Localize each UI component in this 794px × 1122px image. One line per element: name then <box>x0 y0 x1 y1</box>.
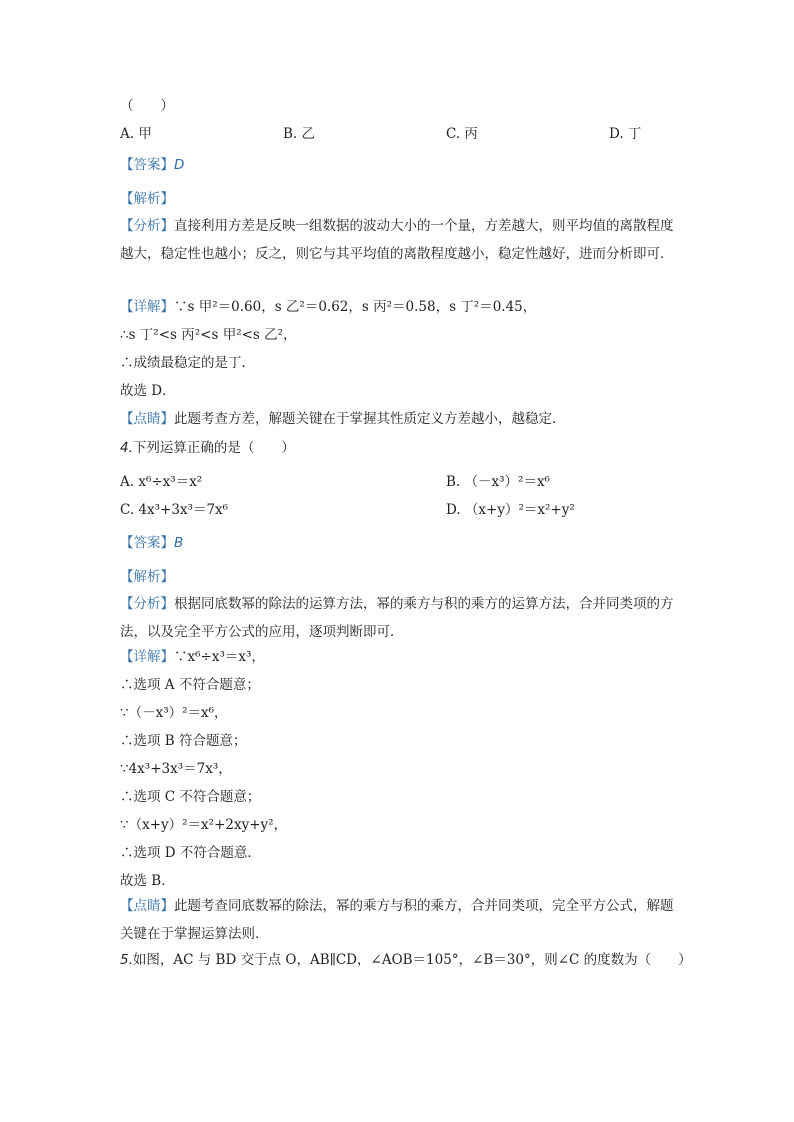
q4-option-b: B. （－x³）²＝x⁶ <box>446 474 550 490</box>
q4-option-d: D. （x+y）²＝x²+y² <box>446 502 575 518</box>
detail-text: ∵x⁶÷x³＝x³， <box>174 649 265 665</box>
q5-number: 5. <box>120 952 133 968</box>
q3-fenxi <box>120 212 680 268</box>
q4-answer <box>120 533 183 553</box>
q3-comment <box>120 409 566 429</box>
detail-tag: 【详解】 <box>120 299 174 315</box>
q3-detail-line3: ∴成绩最稳定的是丁． <box>120 355 255 371</box>
q4-stem-text: 下列运算正确的是（ ） <box>132 440 295 456</box>
detail-text: ∵s 甲²＝0.60，s 乙²＝0.62，s 丙²＝0.58，s 丁²＝0.45， <box>174 299 537 315</box>
q4-option-c: C. 4x³+3x³＝7x⁶ <box>120 502 229 518</box>
q4-detail-line1 <box>120 647 265 667</box>
fenxi-tag: 【分析】 <box>120 218 174 234</box>
q4-detail-line6: ∴选项 C 不符合题意； <box>120 789 261 805</box>
detail-tag: 【详解】 <box>120 649 174 665</box>
comment-text: 此题考查方差，解题关键在于掌握其性质定义方差越小，越稳定． <box>174 411 566 427</box>
q4-detail-line8: ∴选项 D 不符合题意． <box>120 845 261 861</box>
q4-detail-line5: ∵4x³+3x³＝7x³， <box>120 761 232 777</box>
q4-fenxi <box>120 590 680 646</box>
q4-detail-line3: ∵（－x³）²＝x⁶， <box>120 705 228 721</box>
q4-analysis-tag: 【解析】 <box>120 569 174 585</box>
answer-value: D <box>174 157 185 173</box>
q4-detail-line2: ∴选项 A 不符合题意； <box>120 677 260 693</box>
answer-value: B <box>174 535 184 551</box>
q4-detail-line9: 故选 B． <box>120 873 175 889</box>
q3-detail-line4: 故选 D． <box>120 383 176 399</box>
fenxi-text: 根据同底数幂的除法的运算方法，幂的乘方与积的乘方的运算方法，合并同类项的方法，以及完全平方公式的应用，逐项判断即可． <box>120 596 674 640</box>
answer-tag: 【答案】 <box>120 535 174 551</box>
q3-option-b: B. 乙 <box>283 126 316 142</box>
q3-answer <box>120 155 184 175</box>
q4-comment <box>120 892 680 948</box>
q5-stem <box>120 950 692 970</box>
q4-stem <box>120 438 295 458</box>
comment-text: 此题考查同底数幂的除法，幂的乘方与积的乘方，合并同类项，完全平方公式，解题关键在于掌握运算法则． <box>120 898 674 942</box>
q3-bracket: （ ） <box>120 98 174 114</box>
comment-tag: 【点睛】 <box>120 411 174 427</box>
q4-detail-line7: ∵（x+y）²＝x²+2xy+y²， <box>120 817 288 833</box>
q3-detail-line2: ∴s 丁²<s 丙²<s 甲²<s 乙²， <box>120 327 297 343</box>
q4-detail-line4: ∴选项 B 符合题意； <box>120 733 247 749</box>
fenxi-tag: 【分析】 <box>120 596 174 612</box>
q3-detail-line1 <box>120 297 536 317</box>
comment-tag: 【点睛】 <box>120 898 174 914</box>
q3-option-d: D. 丁 <box>609 126 642 142</box>
fenxi-text: 直接利用方差是反映一组数据的波动大小的一个量，方差越大，则平均值的离散程度越大，稳定性也越小；反之，则它与其平均值的离散程度越小，稳定性越好，进而分析即可． <box>120 218 674 262</box>
answer-tag: 【答案】 <box>120 157 174 173</box>
q3-option-a: A. 甲 <box>120 126 152 142</box>
q3-option-c: C. 丙 <box>446 126 478 142</box>
q4-option-a: A. x⁶÷x³＝x² <box>120 474 203 490</box>
q4-number: 4. <box>120 440 133 456</box>
q5-stem-text: 如图，AC 与 BD 交于点 O，AB∥CD，∠AOB＝105°，∠B＝30°，则∠C 的度数为（ ） <box>132 952 692 968</box>
q3-analysis-tag: 【解析】 <box>120 191 174 207</box>
